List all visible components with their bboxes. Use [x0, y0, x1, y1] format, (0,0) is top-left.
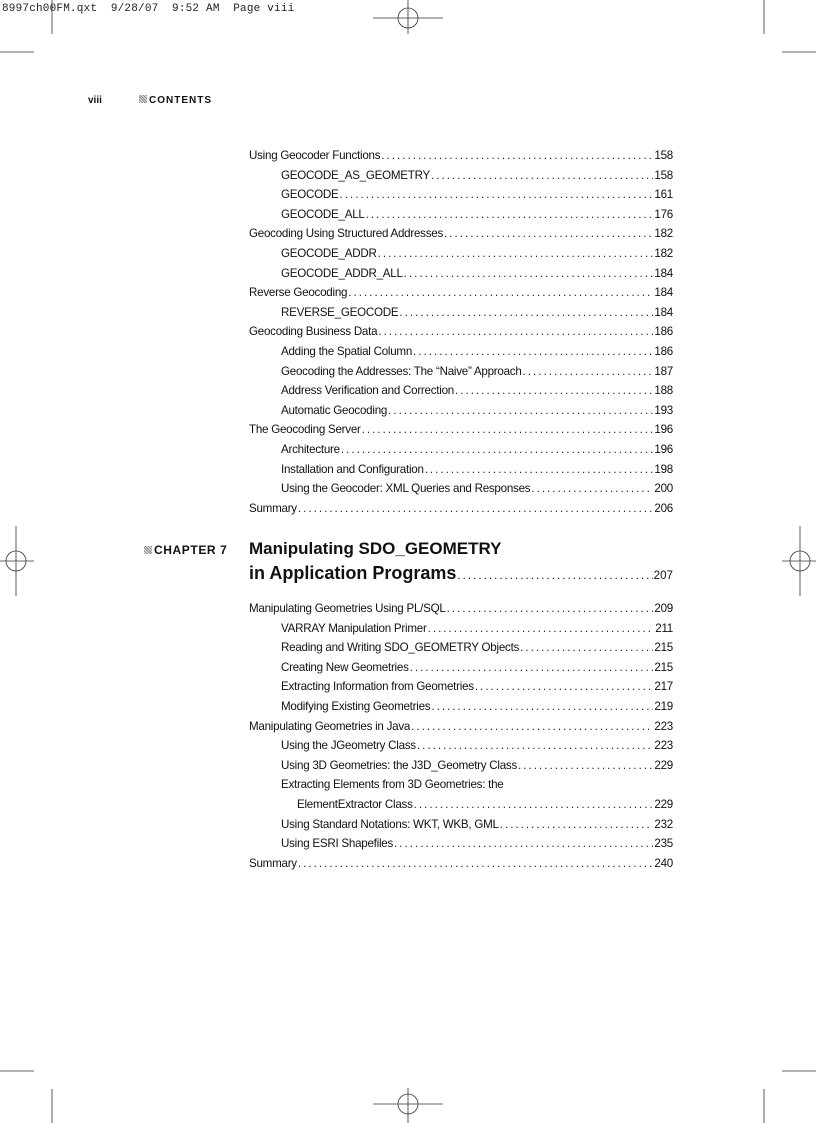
toc-entry-title: GEOCODE	[281, 188, 339, 202]
dot-leader	[404, 264, 654, 284]
toc-entry-page: 200	[654, 482, 673, 496]
toc-entry-title: Summary	[249, 856, 297, 870]
toc-entry[interactable]	[249, 166, 673, 186]
toc-entry-title: GEOCODE_ADDR	[281, 246, 377, 260]
dot-leader	[417, 736, 654, 756]
toc-entry-page: 211	[655, 621, 673, 635]
dot-leader	[523, 362, 654, 382]
dot-leader	[340, 185, 654, 205]
printer-slug: 8997ch00FM.qxt 9/28/07 9:52 AM Page viii	[2, 3, 295, 15]
toc-entry-page: 176	[654, 207, 673, 221]
toc-entry[interactable]	[249, 697, 673, 717]
toc-entry[interactable]	[249, 815, 673, 835]
chapter-title-line1: Manipulating SDO_GEOMETRY	[249, 539, 502, 558]
toc-entry[interactable]	[249, 619, 673, 639]
dot-leader	[378, 244, 654, 264]
chapter-label-text: CHAPTER 7	[154, 543, 228, 557]
toc-entry[interactable]	[249, 322, 673, 342]
toc-entry[interactable]	[249, 479, 673, 499]
dot-leader	[410, 658, 654, 678]
dot-leader	[447, 599, 654, 619]
dot-leader	[431, 697, 653, 717]
toc-entry[interactable]	[249, 401, 673, 421]
dot-leader	[531, 479, 653, 499]
dot-leader	[298, 854, 654, 874]
toc-entry-page: 196	[654, 442, 673, 456]
square-bullet-icon	[144, 546, 152, 554]
dot-leader	[444, 224, 653, 244]
toc-entry-page: 217	[654, 680, 673, 694]
toc-entry-page: 232	[654, 817, 673, 831]
toc-entry[interactable]	[249, 717, 673, 737]
toc-entry-page: 209	[654, 602, 673, 615]
toc-entry-page: 223	[654, 739, 673, 753]
toc-entry-title: Address Verification and Correction	[281, 384, 454, 398]
dot-leader	[428, 619, 655, 639]
dot-leader	[381, 146, 653, 166]
toc-entry-page: 184	[654, 266, 673, 280]
dot-leader	[388, 401, 653, 421]
dot-leader	[366, 205, 654, 225]
toc-section-chapter-6	[249, 146, 673, 518]
toc-entry[interactable]	[249, 420, 673, 440]
dot-leader	[414, 795, 654, 815]
toc-entry-page: 158	[654, 149, 673, 162]
toc-entry-title: Automatic Geocoding	[281, 403, 388, 417]
toc-entry[interactable]	[249, 440, 673, 460]
toc-entry-title: GEOCODE_ADDR_ALL	[281, 266, 403, 280]
toc-entry[interactable]	[249, 677, 673, 697]
toc-entry-page: 215	[654, 641, 673, 655]
toc-entry-page: 193	[654, 403, 673, 417]
toc-entry-title: Geocoding Business Data	[249, 325, 378, 339]
toc-entry-page: 161	[654, 188, 673, 202]
dot-leader	[520, 638, 653, 658]
page-folio: viii	[88, 95, 102, 106]
toc-entry-title: GEOCODE_ALL	[281, 207, 365, 221]
toc-entry-title: REVERSE_GEOCODE	[281, 305, 399, 319]
toc-entry[interactable]	[249, 244, 673, 264]
toc-entry-title: Creating New Geometries	[281, 660, 409, 674]
square-bullet-icon	[139, 95, 147, 103]
dot-leader	[348, 283, 653, 303]
toc-entry-page: 229	[654, 797, 673, 811]
toc-section-chapter-7	[249, 599, 673, 873]
toc-entry-page: 240	[654, 856, 673, 870]
toc-entry-title: Manipulating Geometries in Java	[249, 719, 411, 733]
dot-leader	[455, 381, 653, 401]
dot-leader	[457, 569, 652, 582]
toc-entry-title: Using 3D Geometries: the J3D_Geometry Class	[281, 758, 518, 772]
toc-entry-title: Adding the Spatial Column	[281, 344, 413, 358]
toc-entry-title: Extracting Elements from 3D Geometries: the	[281, 778, 504, 792]
toc-entry-title: Using Geocoder Functions	[249, 149, 381, 162]
toc-entry-title: GEOCODE_AS_GEOMETRY	[281, 168, 431, 182]
toc-entry[interactable]	[249, 342, 673, 362]
toc-entry-page: 223	[654, 719, 673, 733]
toc-entry[interactable]	[249, 756, 673, 776]
dot-leader	[475, 677, 654, 697]
dot-leader	[413, 342, 653, 362]
dot-leader	[341, 440, 654, 460]
chapter-title-line2: in Application Programs	[249, 563, 457, 583]
toc-entry-title: Summary	[249, 501, 297, 515]
toc-entry-title: Reading and Writing SDO_GEOMETRY Objects	[281, 641, 520, 655]
toc-entry[interactable]	[249, 775, 673, 795]
toc-entry[interactable]	[249, 638, 673, 658]
toc-entry-page: 182	[654, 227, 673, 241]
toc-entry-page: 198	[654, 462, 673, 476]
toc-entry[interactable]	[249, 795, 673, 815]
toc-entry[interactable]	[249, 499, 673, 519]
toc-entry-title: Manipulating Geometries Using PL/SQL	[249, 602, 446, 615]
toc-entry-title: VARRAY Manipulation Primer	[281, 621, 427, 635]
toc-entry-page: 186	[654, 325, 673, 339]
toc-entry[interactable]	[249, 283, 673, 303]
dot-leader	[411, 717, 653, 737]
chapter-page-number: 207	[653, 569, 673, 582]
toc-entry-title: Reverse Geocoding	[249, 286, 348, 300]
toc-entry-page: 206	[654, 501, 673, 515]
toc-entry[interactable]	[249, 303, 673, 323]
running-head	[139, 95, 212, 106]
toc-entry-page: 184	[654, 305, 673, 319]
dot-leader	[394, 834, 653, 854]
toc-entry[interactable]	[249, 854, 673, 874]
dot-leader	[378, 322, 653, 342]
toc-entry[interactable]	[249, 460, 673, 480]
toc-entry-title: Architecture	[281, 442, 340, 456]
toc-entry[interactable]	[249, 264, 673, 284]
toc-entry[interactable]	[249, 205, 673, 225]
dot-leader	[298, 499, 654, 519]
chapter-label	[144, 543, 227, 557]
chapter-title-line2-row	[249, 563, 673, 584]
toc-entry-title: Installation and Configuration	[281, 462, 424, 476]
toc-entry-title: Extracting Information from Geometries	[281, 680, 474, 694]
toc-entry-page: 182	[654, 246, 673, 260]
dot-leader	[500, 815, 654, 835]
toc-entry[interactable]	[249, 736, 673, 756]
running-head-label: CONTENTS	[149, 95, 212, 106]
toc-entry-title: Using the JGeometry Class	[281, 739, 416, 753]
toc-entry-title: Geocoding the Addresses: The “Naive” Approach	[281, 364, 522, 378]
toc-entry[interactable]	[249, 185, 673, 205]
dot-leader	[362, 420, 654, 440]
toc-entry-page: 158	[654, 168, 673, 182]
toc-entry-title: The Geocoding Server	[249, 423, 361, 437]
toc-entry[interactable]	[249, 381, 673, 401]
toc-entry-page: 187	[654, 364, 673, 378]
toc-entry[interactable]	[249, 362, 673, 382]
toc-entry-page: 196	[654, 423, 673, 437]
toc-entry-title: Geocoding Using Structured Addresses	[249, 227, 444, 241]
toc-entry[interactable]	[249, 146, 673, 166]
toc-entry-title: Using Standard Notations: WKT, WKB, GML	[281, 817, 499, 831]
toc-entry[interactable]	[249, 599, 673, 619]
toc-entry-page: 229	[654, 758, 673, 772]
toc-entry-title: Using the Geocoder: XML Queries and Responses	[281, 482, 531, 496]
toc-entry-title: ElementExtractor Class	[297, 797, 413, 811]
toc-entry-page: 188	[654, 384, 673, 398]
dot-leader	[431, 166, 653, 186]
dot-leader	[518, 756, 653, 776]
toc-entry-page: 219	[654, 699, 673, 713]
toc-entry-title: Using ESRI Shapefiles	[281, 837, 394, 851]
toc-entry-title: Modifying Existing Geometries	[281, 699, 431, 713]
toc-entry-page: 215	[654, 660, 673, 674]
toc-entry-page: 186	[654, 344, 673, 358]
toc-entry[interactable]	[249, 658, 673, 678]
toc-entry-page: 184	[654, 286, 673, 300]
dot-leader	[399, 303, 653, 323]
dot-leader	[425, 460, 654, 480]
toc-entry-page: 235	[654, 837, 673, 851]
toc-entry[interactable]	[249, 834, 673, 854]
toc-entry[interactable]	[249, 224, 673, 244]
